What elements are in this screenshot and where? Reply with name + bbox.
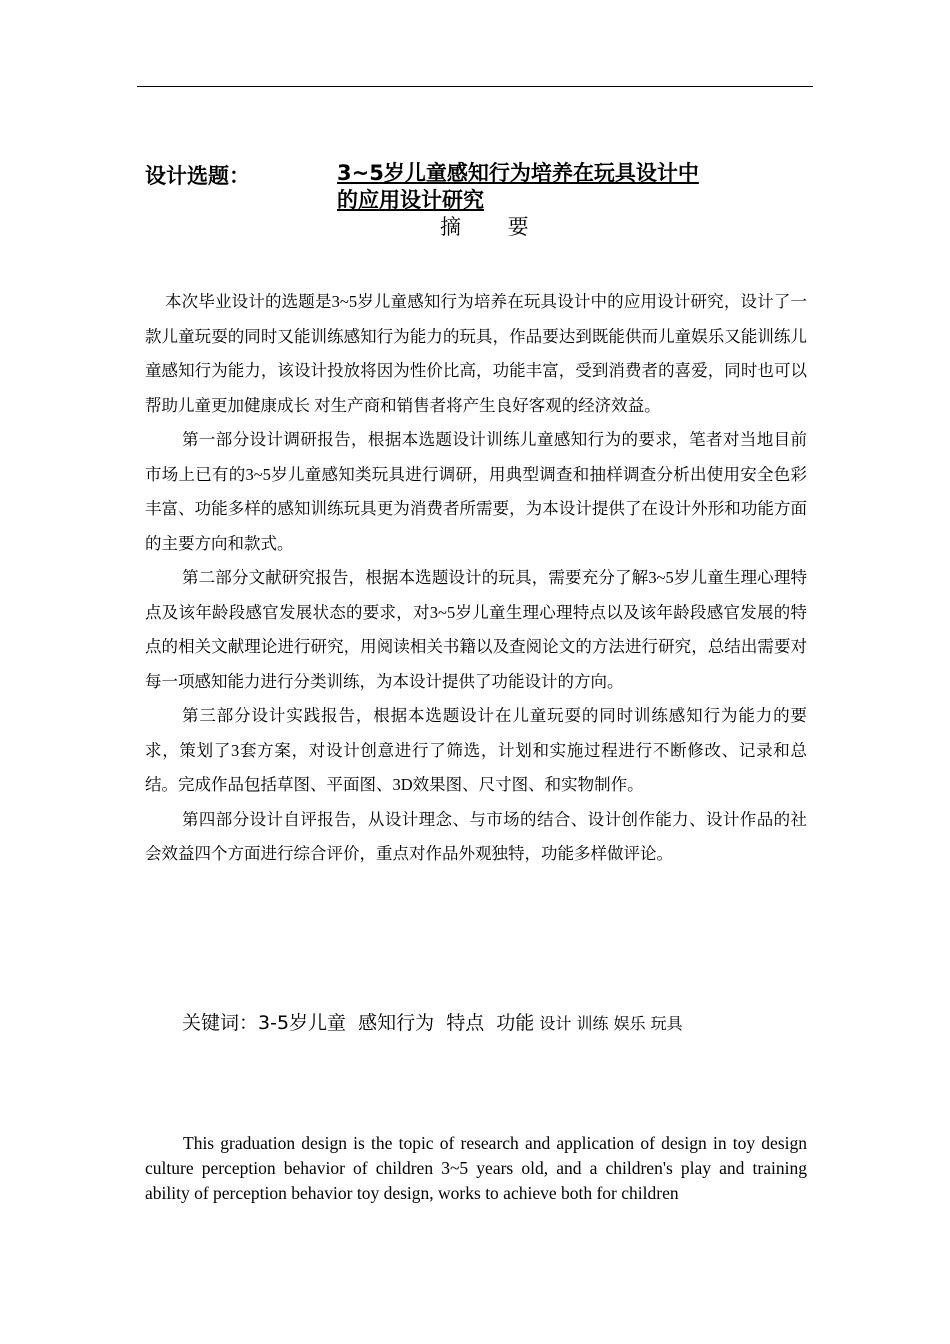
title-label: 设计选题： (145, 164, 250, 188)
abstract-paragraph-4: 第三部分设计实践报告，根据本选题设计在儿童玩耍的同时训练感知行为能力的要求，策划了3套方案，对设计创意进行了筛选，计划和实施过程进行不断修改、记录和总结。完成作品包括草图、平面图、3D效果图、尺寸图、和实物制作。 (145, 706, 807, 794)
keywords-line (182, 1008, 683, 1035)
keywords-label: 关键词： (182, 1012, 259, 1034)
thesis-title-line-1: 3~5岁儿童感知行为培养在玩具设计中 (337, 161, 699, 185)
thesis-title-line-2: 的应用设计研究 (337, 188, 484, 212)
thesis-title (337, 160, 767, 214)
abstract-paragraph-2: 第一部分设计调研报告，根据本选题设计训练儿童感知行为的要求，笔者对当地目前市场上已有的3~5岁儿童感知类玩具进行调研，用典型调查和抽样调查分析出使用安全色彩丰富、功能多样的感知训练玩具更为消费者所需要，为本设计提供了在设计外形和功能方面的主要方向和款式。 (145, 430, 807, 553)
abstract-paragraph-5: 第四部分设计自评报告，从设计理念、与市场的结合、设计创作能力、设计作品的社会效益四个方面进行综合评价，重点对作品外观独特，功能多样做评论。 (145, 809, 807, 863)
english-abstract (145, 1131, 807, 1206)
keywords-primary: 3-5岁儿童 感知行为 特点 功能 (258, 1012, 535, 1034)
abstract-paragraph-3: 第二部分文献研究报告，根据本选题设计的玩具，需要充分了解3~5岁儿童生理心理特点及该年龄段感官发展状态的要求，对3~5岁儿童生理心理特点以及该年龄段感官发展的特点的相关文献理论进行研究，用阅读相关书籍以及查阅论文的方法进行研究，总结出需要对每一项感知能力进行分类训练，为本设计提供了功能设计的方向。 (145, 568, 807, 691)
keywords-secondary: 设计 训练 娱乐 玩具 (539, 1014, 683, 1033)
abstract-body (145, 285, 807, 872)
abstract-heading: 摘 要 (440, 215, 549, 239)
abstract-paragraph-1: 本次毕业设计的选题是3~5岁儿童感知行为培养在玩具设计中的应用设计研究，设计了一款儿童玩耍的同时又能训练感知行为能力的玩具，作品要达到既能供而儿童娱乐又能训练儿童感知行为能力，该设计投放将因为性价比高，功能丰富，受到消费者的喜爱，同时也可以帮助儿童更加健康成长 对生产商和销售者将产生良好客观的经济效益。 (145, 292, 807, 415)
header-rule (137, 86, 813, 87)
english-abstract-paragraph: This graduation design is the topic of research and application of design in toy design culture perception behavior of children 3~5 years old, and a children's play and training ability of perception behavior toy design, works to achieve both for children (145, 1133, 807, 1203)
